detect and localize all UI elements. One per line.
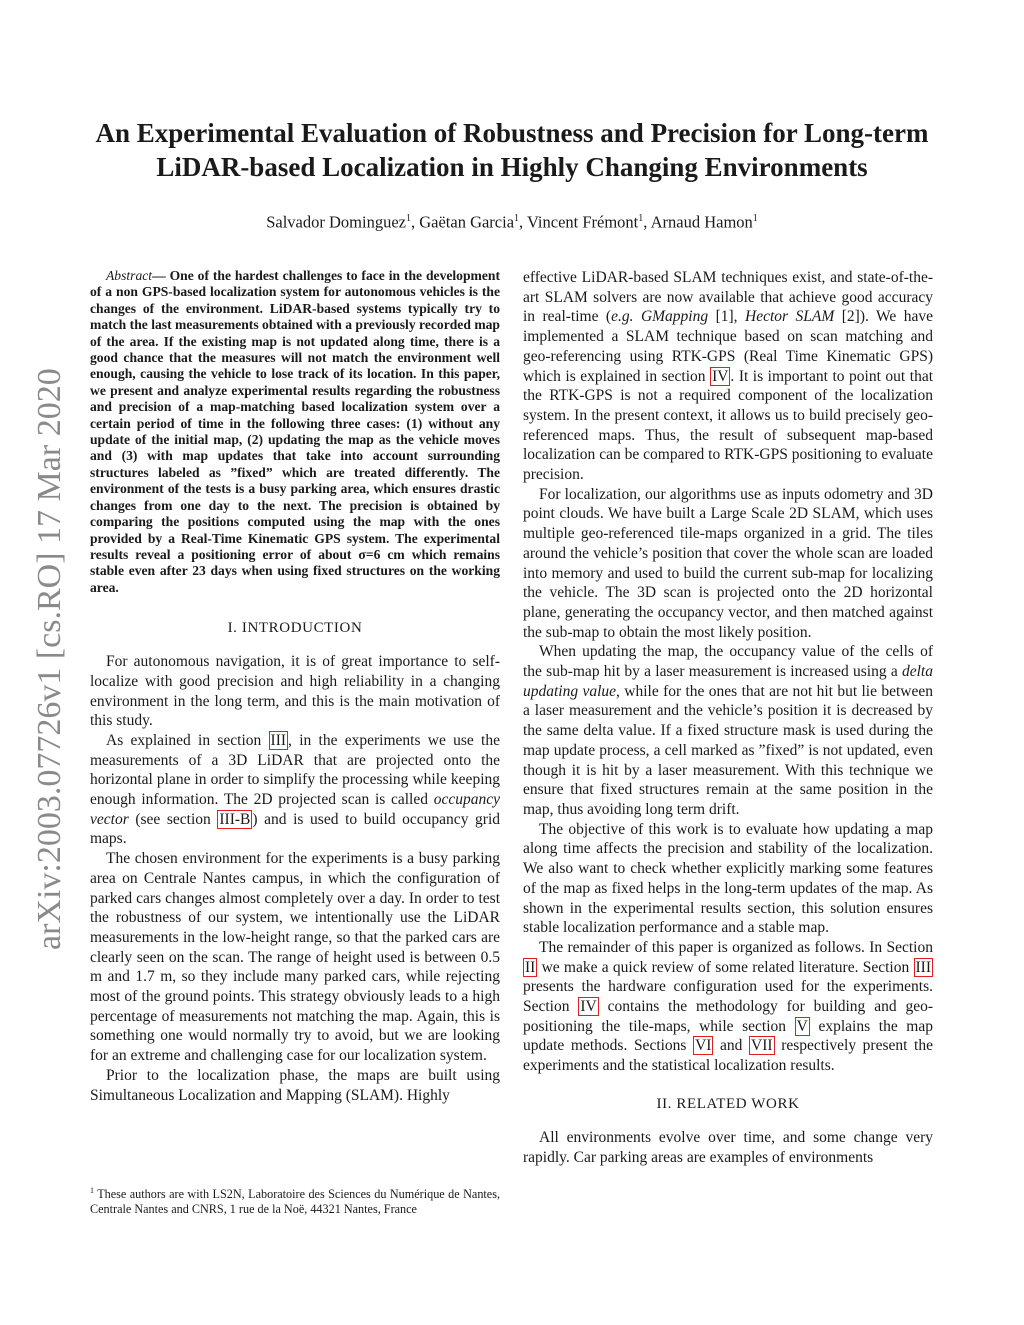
section-ref-link[interactable]: VI — [695, 1037, 712, 1055]
text-run: . It is important to point out that the RTK-GPS is not a required component of the localization system. In the present context, it allows us to build precisely geo-referenced maps. Thus, the result of subsequent map-based localization can be compared to RTK-GPS positioning to evaluate precision. — [523, 367, 934, 484]
section-ref-link[interactable]: III-B — [219, 810, 251, 828]
body-paragraph — [523, 642, 933, 819]
section-ref-link[interactable]: VII — [751, 1037, 773, 1055]
text-run: contains the methodology for building and geo-positioning the tile-maps, while section — [523, 998, 933, 1035]
italic-term: e.g. — [611, 308, 634, 326]
author-affiliation-mark: 1 — [638, 213, 644, 224]
text-run: presents the hardware configuration used for the experiments. Section — [523, 978, 933, 1016]
text-run: respectively present the experiments and the statistical localization results. — [523, 1037, 933, 1075]
body-paragraph — [523, 938, 933, 1076]
italic-term: occupancy vector — [90, 791, 500, 828]
intro-paragraph: The chosen environment for the experiments is a busy parking area on Centrale Nantes campus, in which the configuration of parked cars changes almost completely over a day. In order to test the robustness of our system, we intentionally use the LiDAR measurements in the low-height range, so that the parked cars are clearly seen on the scan. The range of height used is between 0.5 m and 1.7 m, so they include many parked cars, while rejecting most of the ground points. This strategy obviously leads to a high percentage of measurements not matching the map. Again, this is something one would normally try to avoid, but we are looking for an extreme and challenging case for our localization system. — [90, 850, 500, 1065]
author-affiliation-mark: 1 — [752, 213, 758, 224]
footnote — [90, 1183, 500, 1217]
author-name: Arnaud Hamon — [650, 212, 753, 232]
section-ref-link[interactable]: V — [796, 1017, 808, 1035]
right-column — [523, 268, 933, 1167]
abstract-text: One of the hardest challenges to face in the development of a non GPS-based localization system for autonomous vehicles is the changes of the environment. LiDAR-based systems typically try to match the last measurements obtained with a previously recorded map of the area. If the existing map is not updated along time, there is a good chance that the measures will not match the environment well enough, causing the vehicle to lose track of its location. In this paper, we present and analyze experimental results regarding the robustness and precision of a map-matching based localization system over a certain period of time in the following three cases: (1) without any update of the initial map, (2) updating the map as the vehicle moves and (3) with map updates that take into account surrounding structures labeled as ”fixed” which are treated differently. The environment of the tests is a busy parking area, which ensures drastic changes from one day to the next. The precision is obtained by comparing the positions computed using the map with the ones provided by a Real-Time Kinematic GPS system. The experimental results reveal a positioning error of about σ=6 cm which remains stable even after 23 days when using fixed structures on the working area. — [90, 268, 500, 595]
author-list: Salvador Dominguez$^1$, Gaëtan Garcia$^1$, Vincent Frémont$^1$, Arnaud Hamon$^1$ — [266, 212, 758, 232]
italic-term: delta updating value — [523, 663, 933, 700]
text-run: (see section — [128, 810, 218, 828]
paper-title — [70, 116, 954, 184]
section-ref-link[interactable]: III — [270, 731, 287, 749]
italic-term: GMapping — [640, 308, 709, 326]
title-line-1: An Experimental Evaluation of Robustness and Precision for Long-term — [95, 118, 929, 148]
text-run: we make a quick review of some related literature. Section — [537, 958, 914, 976]
text-run: effective LiDAR-based SLAM techniques exist, and state-of-the-art SLAM solvers are now available that achieve good accuracy in real-time ( — [523, 269, 933, 326]
body-paragraph: The objective of this work is to evaluate how updating a map along time affects the precision and stability of the localization. We also want to check whether explicitly marking some features of the map as fixed helps in the long-term updates of the map. As shown in the experimental results section, this solution ensures stable localization performance and a stable map. — [523, 820, 933, 937]
author-name: Gaëtan Garcia — [419, 212, 515, 232]
intro-paragraph: For autonomous navigation, it is of great importance to self-localize with good precision and high reliability in a changing environment in the long term, and this is the main motivation of this study. — [90, 653, 500, 730]
section-heading-related-work: II. RELATED WORK — [656, 1095, 800, 1112]
section-ref-link[interactable]: III — [915, 958, 931, 976]
abstract-label: Abstract — [106, 268, 153, 283]
intro-paragraph: Prior to the localization phase, the maps are built using Simultaneous Localization and Mapping (SLAM). Highly — [90, 1066, 500, 1104]
section-ref-link[interactable]: IV — [580, 998, 597, 1016]
arxiv-stamp: arXiv:2003.07726v1 [cs.RO] 17 Mar 2020 — [31, 368, 68, 950]
abstract — [90, 268, 500, 596]
author-affiliation-mark: 1 — [405, 213, 411, 224]
section-ref-link[interactable]: II — [525, 958, 536, 976]
title-line-2: LiDAR-based Localization in Highly Changing Environments — [156, 152, 868, 182]
text-run: [1], — [708, 308, 746, 326]
abstract-dash: — — [152, 268, 170, 283]
text-run: and — [713, 1037, 750, 1055]
text-run: When updating the map, the occupancy value of the cells of the sub-map hit by a laser measurement is increased using a — [523, 643, 933, 681]
section-ref-link[interactable]: IV — [712, 367, 729, 385]
author-name: Vincent Frémont — [526, 212, 639, 232]
text-run: The remainder of this paper is organized as follows. In Section — [539, 938, 933, 956]
author-affiliation-mark: 1 — [514, 213, 520, 224]
italic-term: Hector SLAM — [745, 308, 835, 326]
text-run: explains the map update methods. Sections — [523, 1017, 933, 1055]
text-run: ) and is used to build occupancy grid maps. — [90, 810, 501, 848]
left-column — [90, 268, 500, 1105]
section-heading-introduction: I. INTRODUCTION — [227, 620, 363, 637]
text-run: [2]). We have implemented a SLAM technique based on scan matching and geo-referencing using RTK-GPS (Real Time Kinematic GPS) which is explained in section — [523, 308, 934, 385]
text-run: As explained in section — [106, 731, 269, 749]
body-paragraph — [523, 268, 933, 485]
author-name: Salvador Dominguez — [266, 212, 406, 232]
text-run — [633, 308, 640, 325]
footnote-mark: 1 — [90, 1186, 94, 1195]
body-paragraph: All environments evolve over time, and some change very rapidly. Car parking areas are examples of environments — [523, 1128, 933, 1166]
text-run: , while for the ones that are not hit but lie between a laser measurement and the vehicle’s position it is decreased by the same delta value. If a fixed structure mask is used during the map update process, a cell marked as ”fixed” is not updated, even though it is hit by a laser measurement. With this technique we ensure that fixed structures remain at the same position in the map, thus avoiding long term drift. — [523, 682, 933, 818]
text-run: , in the experiments we use the measurements of a 3D LiDAR that are projected onto the horizontal plane in order to simplify the processing while keeping enough information. The 2D projected scan is called — [90, 731, 500, 809]
intro-paragraph — [90, 731, 500, 849]
body-paragraph: For localization, our algorithms use as inputs odometry and 3D point clouds. We have built a Large Scale 2D SLAM, which uses multiple geo-referenced tile-maps organized in a grid. The tiles around the vehicle’s position that cover the whole scan are loaded into memory and used to build the current sub-map for localizing the vehicle. The 3D scan is projected onto the 2D horizontal plane, generating the occupancy vector, and then matched against the sub-map to obtain the most likely position. — [523, 485, 933, 641]
footnote-text: These authors are with LS2N, Laboratoire des Sciences du Numérique de Nantes, Centrale Nantes and CNRS, 1 rue de la Noë, 44321 Nantes, France — [90, 1187, 500, 1217]
